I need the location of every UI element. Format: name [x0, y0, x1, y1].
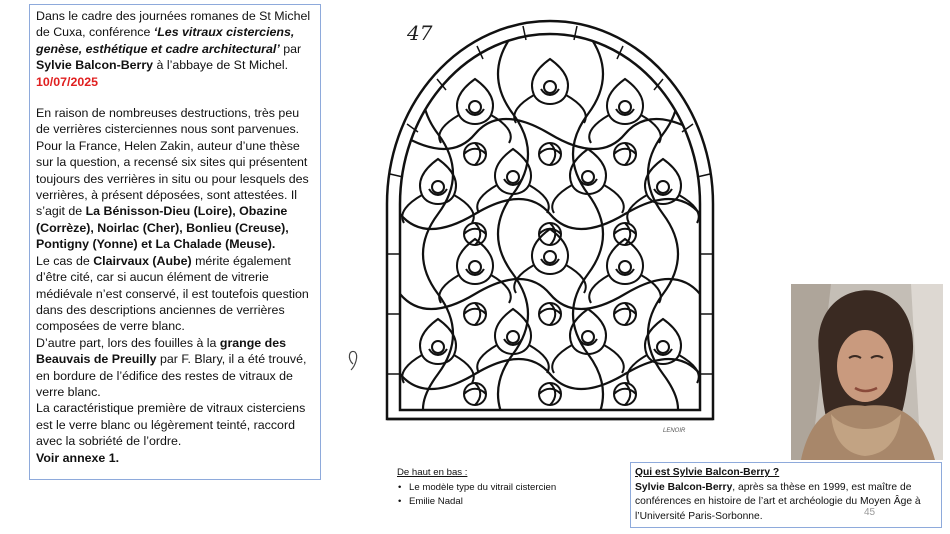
body-text-3a: D’autre part, lors des fouilles à la [36, 335, 220, 350]
portrait-photo [791, 284, 943, 460]
drawing-number: 47 [407, 21, 433, 45]
annex-reference: Voir annexe 1. [36, 450, 120, 465]
captions-list [397, 481, 556, 509]
bio-name: Sylvie Balcon-Berry [635, 481, 733, 493]
image-captions [397, 466, 556, 509]
caption-item: • Le modèle type du vitrail cistercien [409, 481, 556, 495]
clairvaux-name: Clairvaux (Aube) [93, 253, 192, 268]
bio-text [635, 481, 937, 525]
grange-name: grange des Beauvais de Preuilly [36, 335, 286, 367]
body-text-3b: par F. Blary, il a été trouvé, en bordure de l’édifice des restes de vitraux de verre blanc. [36, 352, 307, 399]
bio-description: , après sa thèse en 1999, est maître de conférences en histoire de l’art et archéologie du Moyen Âge à l’Université Paris-Sorbonne. [635, 481, 921, 522]
article-text-box [29, 4, 321, 480]
event-date: 10/07/2025 [36, 74, 99, 89]
biography-box [630, 462, 942, 528]
intro-by: par [279, 41, 302, 56]
speaker-name: Sylvie Balcon-Berry [36, 58, 154, 73]
body-text-2a: Le cas de [36, 253, 94, 268]
lattice-pattern [400, 34, 700, 434]
body-paragraph-2 [36, 253, 314, 335]
body-paragraph-4: La caractéristique première de vitraux cisterciens est le verre blanc ou légèrement teinté, raccord avec la sobriété de l’ordre. [36, 401, 306, 449]
body-paragraph-3 [36, 335, 314, 401]
caption-item: • Emilie Nadal [409, 495, 556, 509]
captions-heading: De haut en bas : [397, 467, 468, 478]
sites-list: La Bénisson-Dieu (Loire), Obazine (Corrèze), Noirlac (Cher), Bonlieu (Creuse), Pontigny (Yonne) et La Chalade (Meuse). [36, 204, 289, 252]
conference-title: ‘Les vitraux cisterciens, genèse, esthétique et cadre architectural’ [36, 25, 295, 56]
bio-question: Qui est Sylvie Balcon-Berry ? [635, 467, 780, 478]
margin-ornament [349, 351, 356, 370]
body-text-2b: mérite également d’être cité, car si aucun élément de vitrerie médiévale n’est conservé, il est toutefois question dans des descriptions anciennes de verrières composées de verre blanc. [36, 253, 309, 334]
page-number: 45 [864, 507, 876, 518]
drawing-signature: LENOIR [663, 428, 686, 434]
intro-paragraph [36, 8, 314, 90]
body-paragraph-1 [36, 105, 314, 253]
stained-glass-drawing [345, 14, 755, 434]
intro-place: à l’abbaye de St Michel. [153, 58, 289, 73]
intro-text: Dans le cadre des journées romanes de St Michel de Cuxa, conférence [36, 9, 311, 40]
body-text-1: En raison de nombreuses destructions, très peu de verrières cisterciennes nous sont parvenues. Pour la France, Helen Zakin, auteur d’une thèse sur la question, a recensé six sites qui présentent toujours des verrières in situ ou pour lesquels des verrières, à présent déposées, sont attestées. Il s’agit de [36, 106, 309, 219]
